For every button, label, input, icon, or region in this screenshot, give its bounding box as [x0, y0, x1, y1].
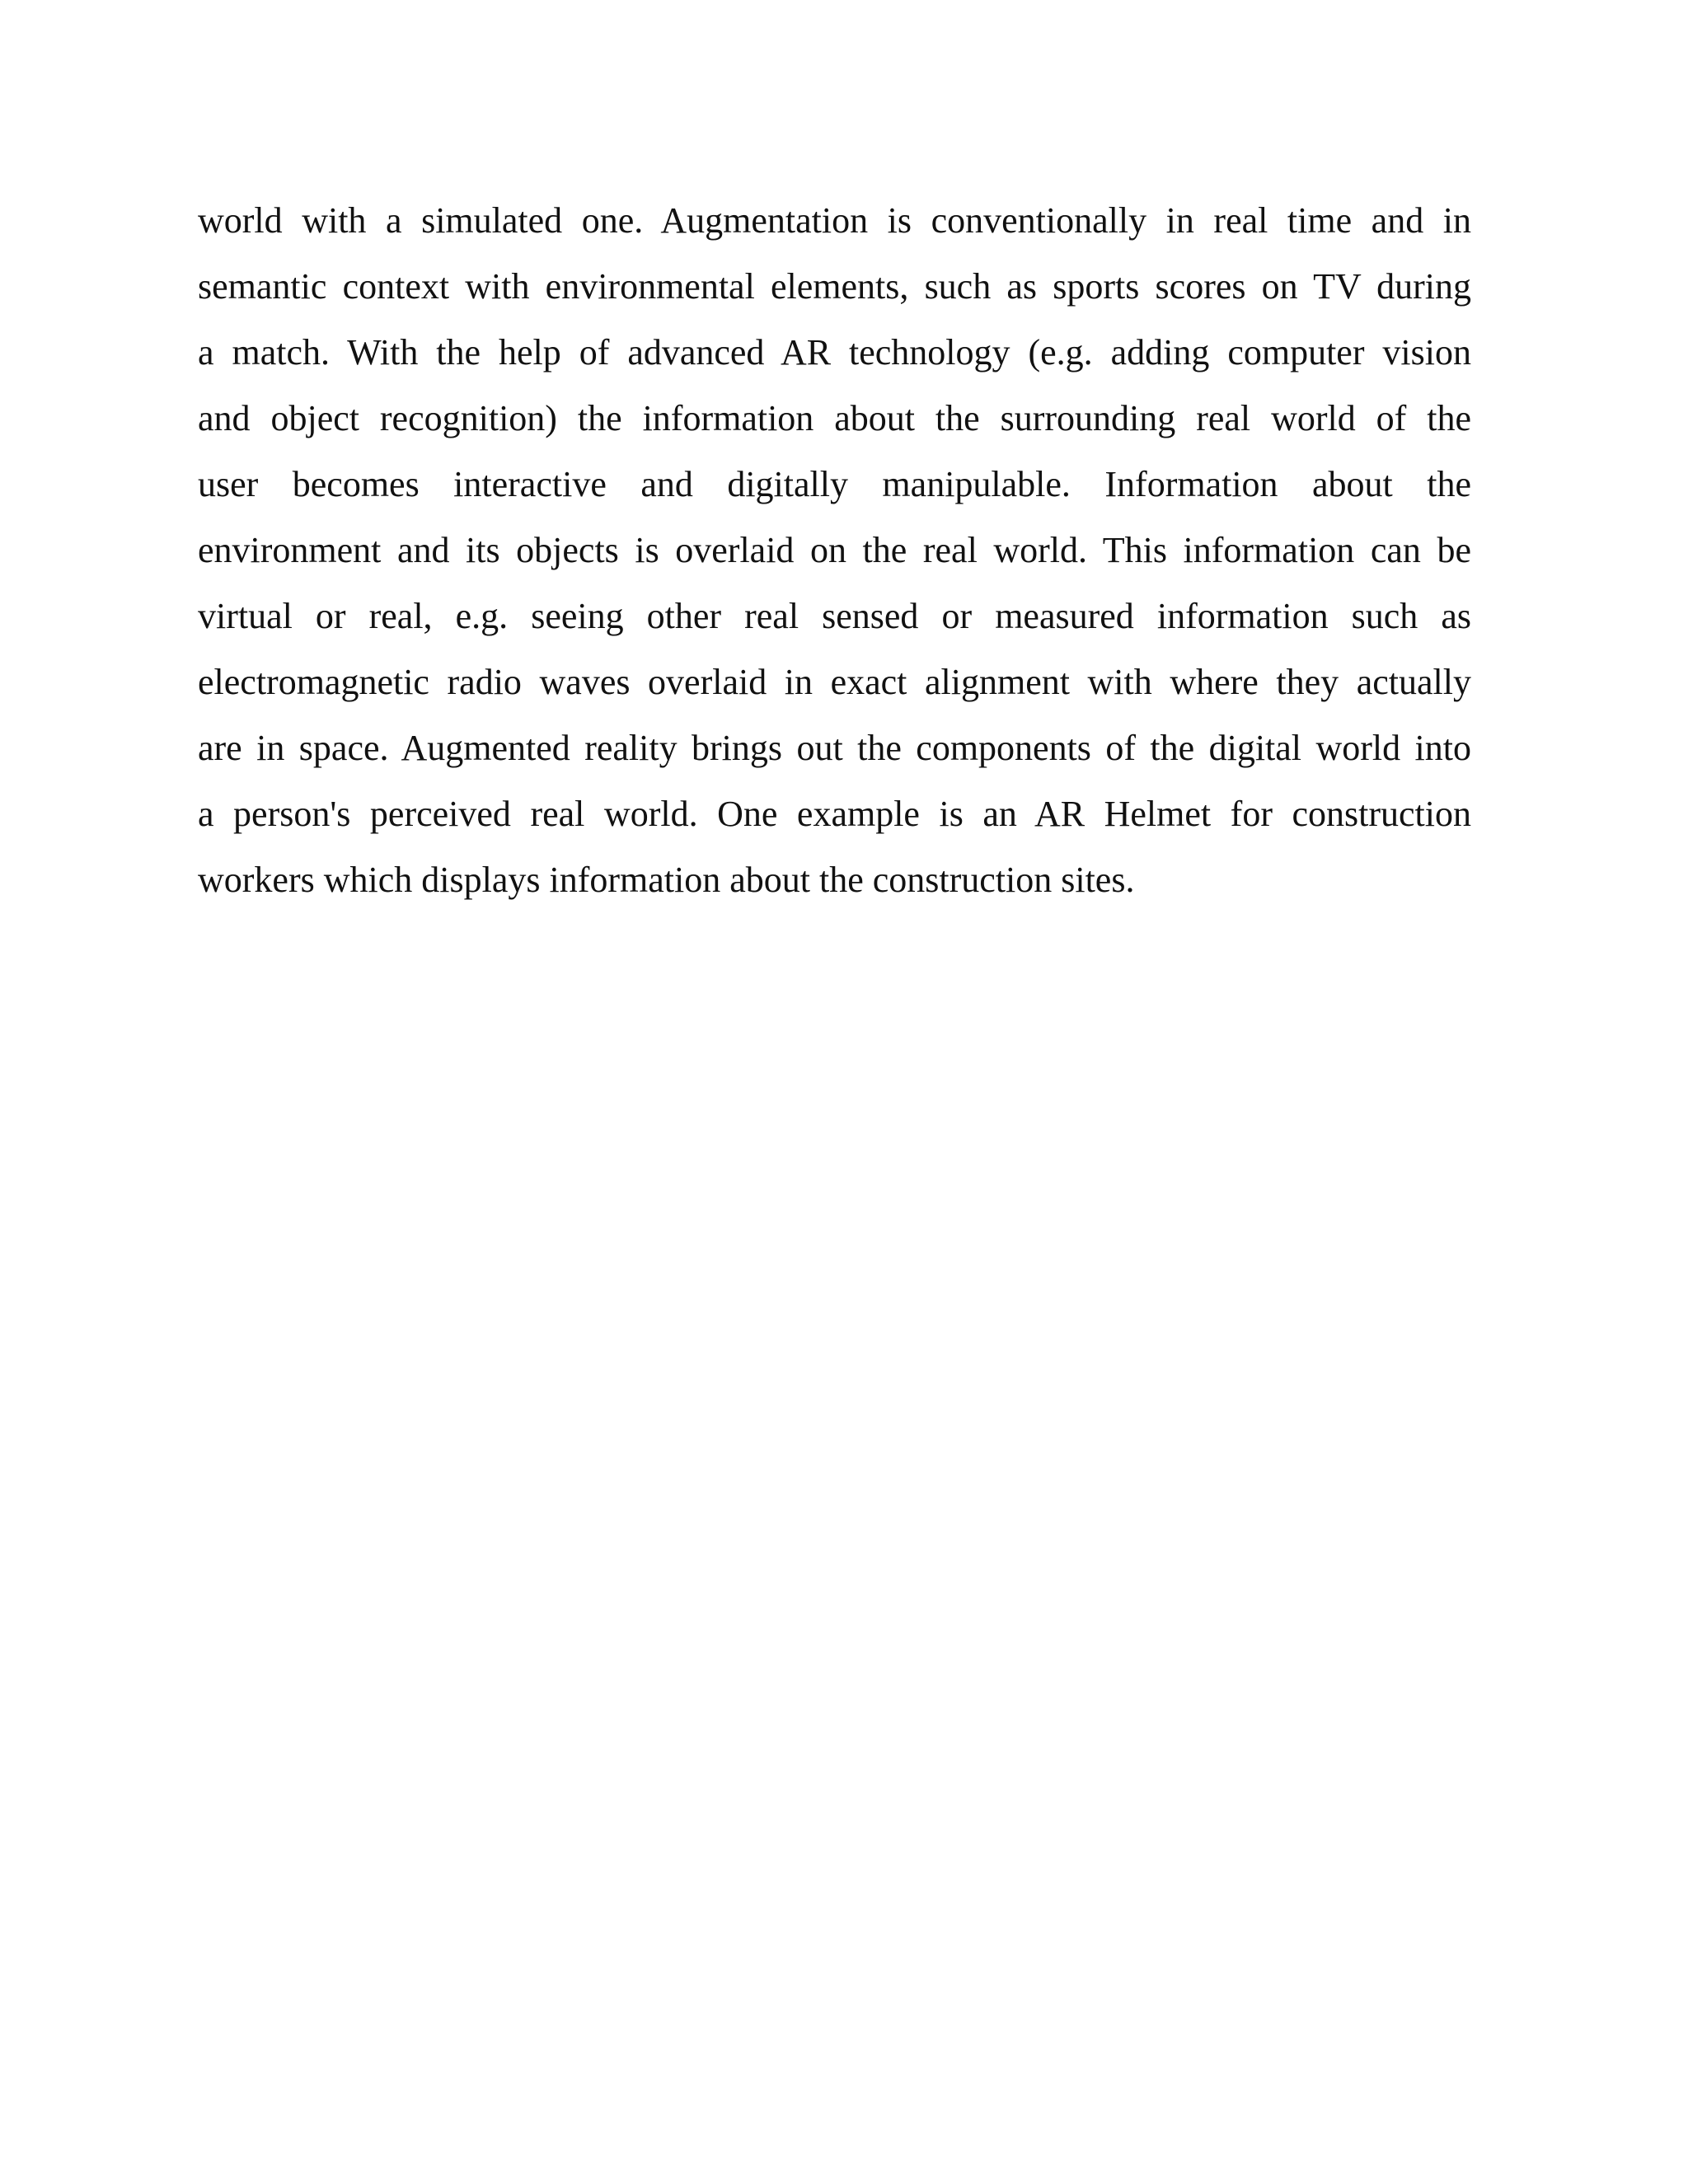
paragraph-line: a person's perceived real world. One example is an AR Helmet for construction: [198, 794, 1471, 834]
body-paragraph: [198, 188, 1471, 913]
paragraph-line: electromagnetic radio waves overlaid in exact alignment with where they actually: [198, 662, 1471, 702]
paragraph-line: environment and its objects is overlaid on the real world. This information can be: [198, 530, 1471, 570]
paragraph-line: are in space. Augmented reality brings out the components of the digital world into: [198, 728, 1471, 768]
paragraph-line: and object recognition) the information about the surrounding real world of the: [198, 398, 1471, 438]
paragraph-line: virtual or real, e.g. seeing other real sensed or measured information such as: [198, 596, 1471, 636]
paragraph-line: world with a simulated one. Augmentation is conventionally in real time and in: [198, 200, 1471, 241]
paragraph-line: a match. With the help of advanced AR technology (e.g. adding computer vision: [198, 332, 1471, 373]
paragraph-line: workers which displays information about the construction sites.: [198, 860, 1135, 900]
paragraph-line: user becomes interactive and digitally manipulable. Information about the: [198, 464, 1471, 504]
paragraph-line: semantic context with environmental elements, such as sports scores on TV during: [198, 266, 1471, 307]
